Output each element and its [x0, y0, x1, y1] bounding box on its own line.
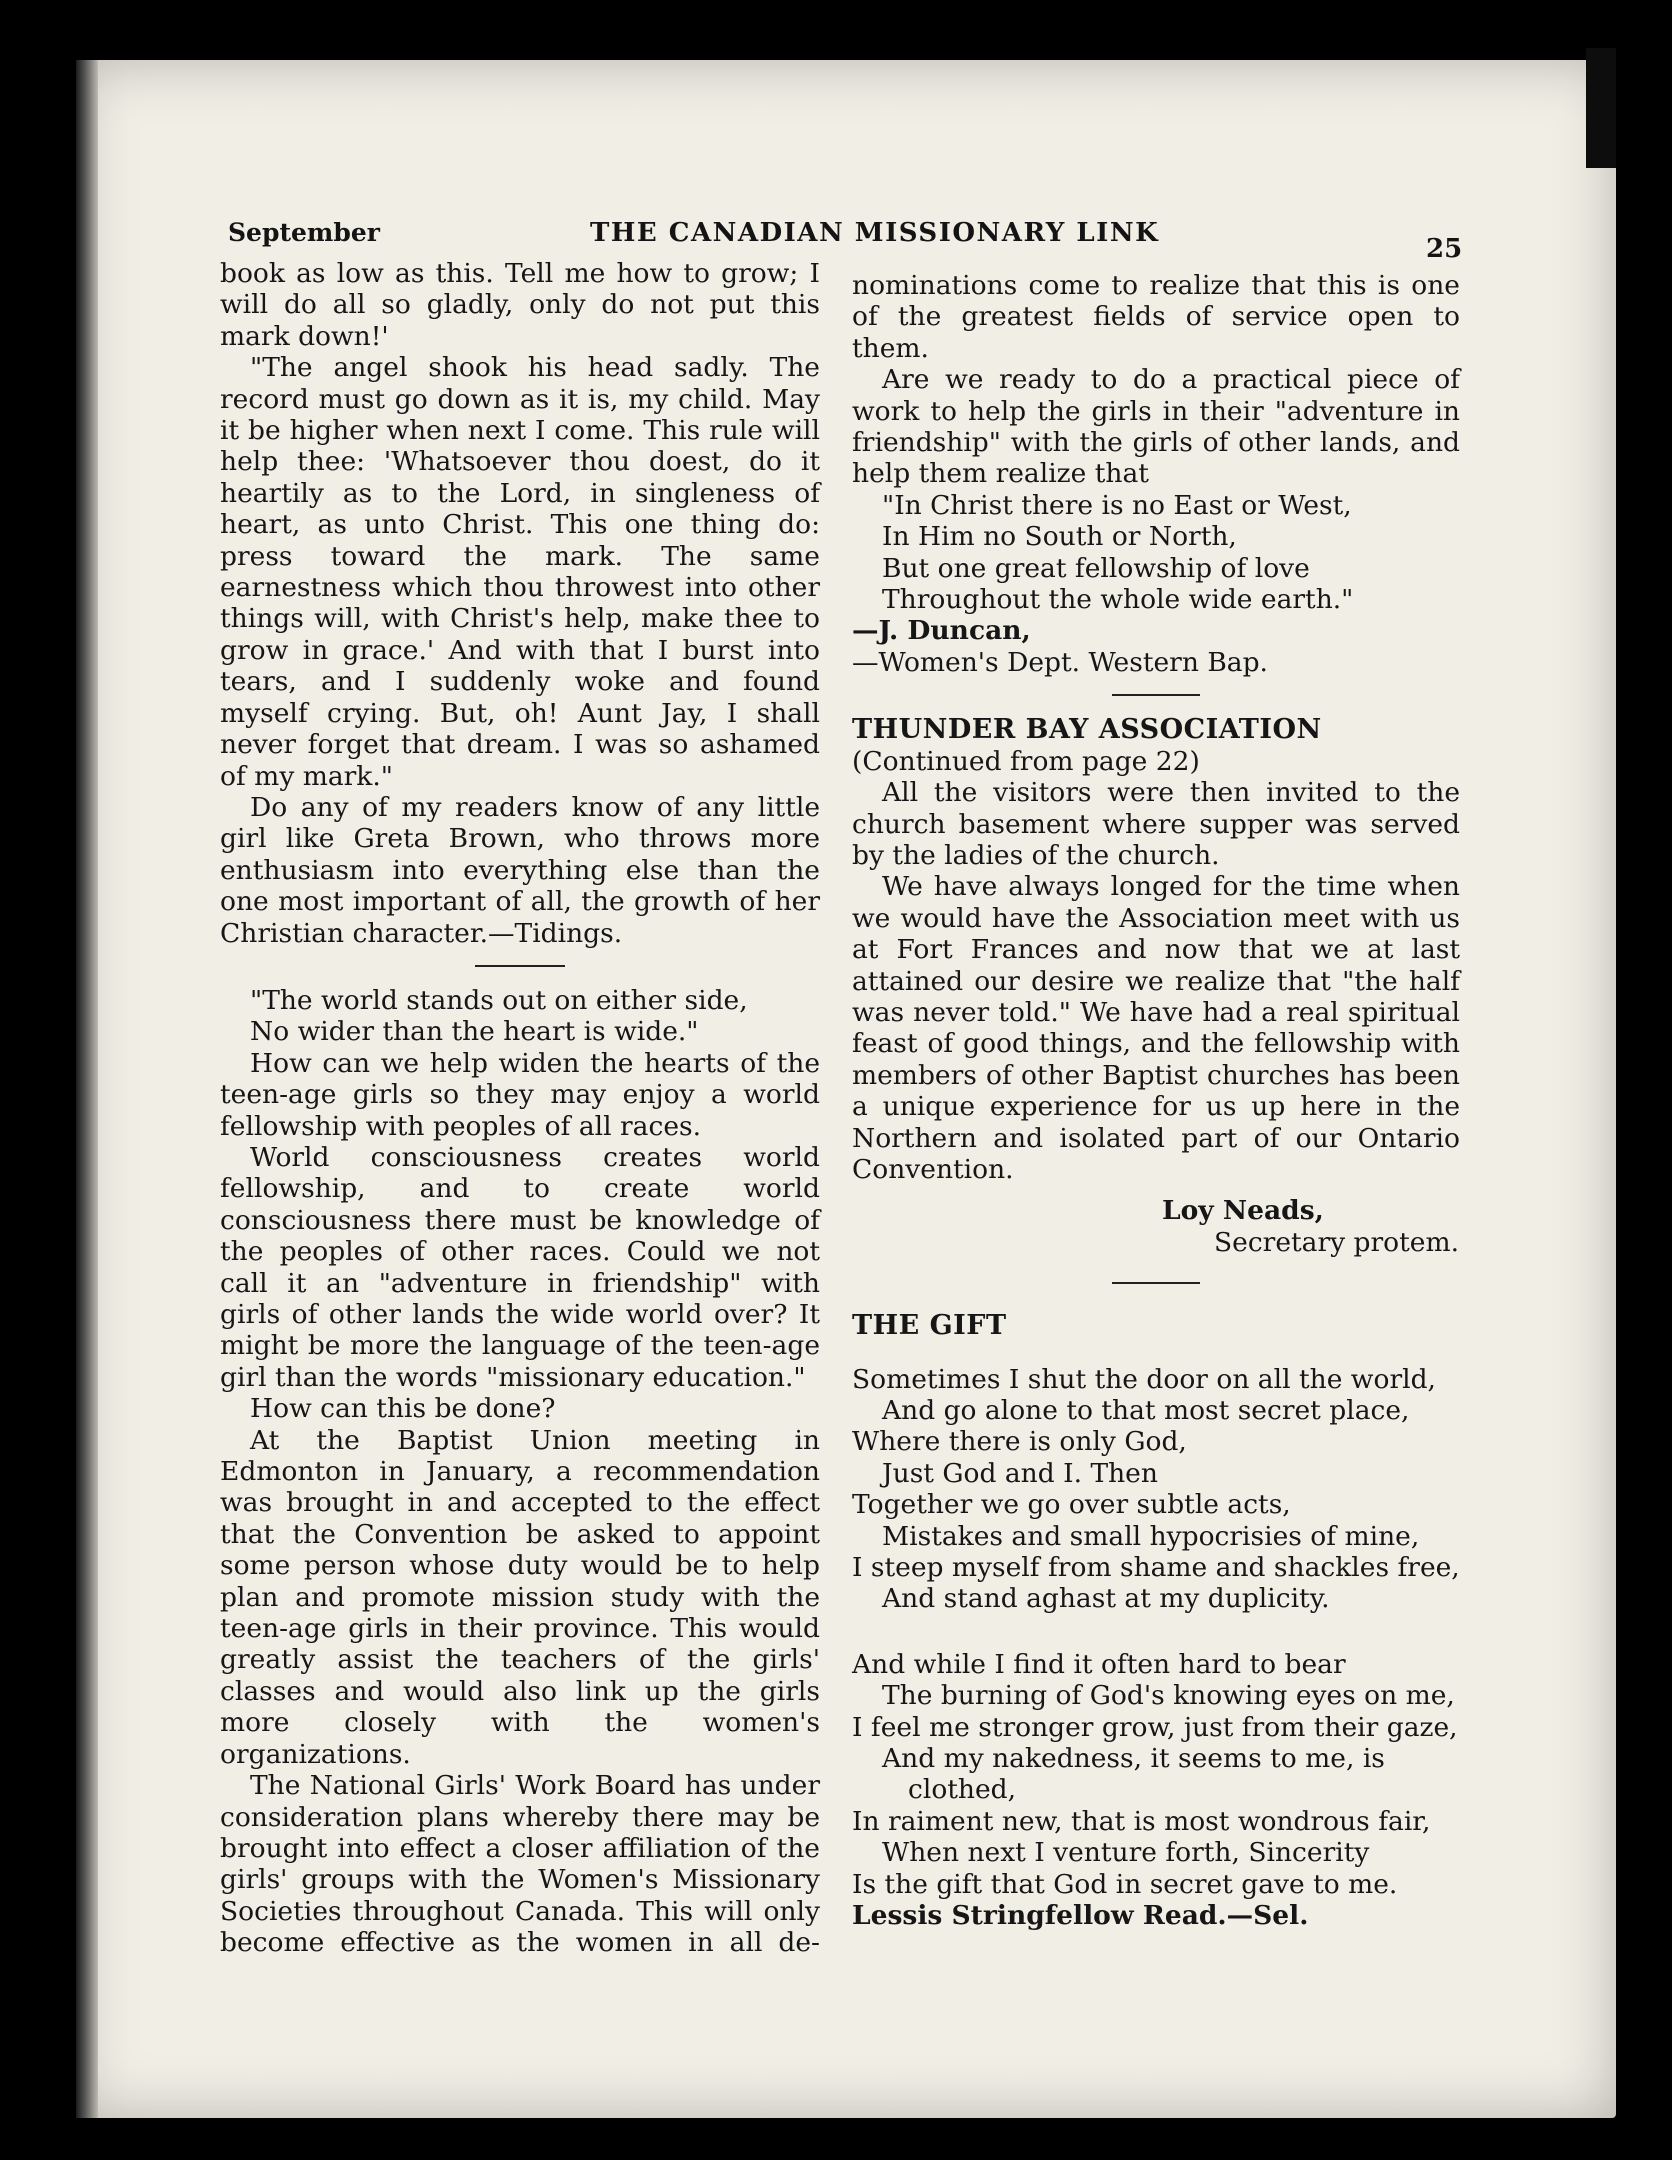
thunder-bay-signer: Loy Neads,	[1162, 1195, 1324, 1227]
hymn-line: Throughout the whole wide earth."	[882, 584, 1354, 616]
continuation-paragraph: Are we ready to do a practical piece of work to help the girls in their "adventure in friendship" with the girls of other lands, and help them realize that	[852, 364, 1460, 490]
poem-line: clothed,	[908, 1774, 1017, 1806]
quote-block	[220, 985, 820, 1048]
poem-line: And while I find it often hard to bear	[852, 1648, 1346, 1680]
gift-stanza-2	[852, 1649, 1460, 1900]
quote-line: No wider than the heart is wide."	[250, 1016, 699, 1048]
thunder-bay-signer-title: Secretary protem.	[1214, 1226, 1460, 1258]
poem-line: Is the gift that God in secret gave to me.	[852, 1868, 1398, 1900]
header-month: September	[228, 218, 380, 247]
article-paragraph: The National Girls' Work Board has under consideration plans whereby there may be brought into effect a closer affiliation of the girls' groups with the Women's Missionary Societies throughout Canada. This will only become effective as the women in all de-	[220, 1770, 820, 1959]
poem-line: And stand aghast at my duplicity.	[882, 1583, 1330, 1615]
quote-line: "The world stands out on either side,	[250, 984, 748, 1016]
poem-line: The burning of God's knowing eyes on me,	[882, 1680, 1455, 1712]
hymn-line: In Him no South or North,	[882, 521, 1237, 553]
hymn-line: But one great fellowship of love	[882, 552, 1310, 584]
poem-line: I steep myself from shame and shackles free,	[852, 1552, 1460, 1584]
gift-stanza-1	[852, 1364, 1460, 1615]
poem-line: When next I venture forth, Sincerity	[882, 1837, 1370, 1869]
section-divider	[1112, 1282, 1200, 1284]
story-paragraph: book as low as this. Tell me how to grow; I will do all so gladly, only do not put this mark down!'	[220, 258, 820, 352]
hymn-line: "In Christ there is no East or West,	[882, 489, 1352, 521]
poem-line: I feel me stronger grow, just from their gaze,	[852, 1711, 1458, 1743]
left-column	[220, 258, 820, 1959]
thunder-bay-paragraph: We have always longed for the time when we would have the Association meet with us at Fort Frances and now that we at last attained our desire we realize that "the half was never told." We have had a real spiritual feast of good things, and the fellowship with members of other Baptist churches has been a unique experience for us up here in the Northern and isolated part of our Ontario Convention.	[852, 871, 1460, 1185]
section-divider	[1112, 694, 1200, 696]
hymn-source: —Women's Dept. Western Bap.	[852, 646, 1268, 678]
story-paragraph: "The angel shook his head sadly. The record must go down as it is, my child. May it be higher when next I come. This rule will help thee: 'Whatsoever thou doest, do it heartily as to the Lord, in singleness of heart, as unto Christ. This one thing do: press toward the mark. The same earnestness which thou throwest into other things will, with Christ's help, make thee to grow in grace.' And with that I burst into tears, and I suddenly woke and found myself crying. But, oh! Aunt Jay, I shall never forget that dream. I was so ashamed of my mark."	[220, 352, 820, 792]
running-header	[0, 218, 1672, 264]
header-title: THE CANADIAN MISSIONARY LINK	[590, 218, 1160, 248]
poem-line: Mistakes and small hypocrisies of mine,	[882, 1520, 1420, 1552]
poem-line: In raiment new, that is most wondrous fair,	[852, 1805, 1431, 1837]
section-divider	[475, 965, 565, 967]
article-paragraph: How can this be done?	[250, 1393, 556, 1425]
page-number: 25	[1426, 234, 1463, 264]
thunder-bay-paragraph: All the visitors were then invited to the church basement where supper was served by the ladies of the church.	[852, 777, 1460, 871]
hymn-block	[852, 490, 1460, 616]
article-paragraph: At the Baptist Union meeting in Edmonton in January, a recommendation was brought in and accepted to the effect that the Convention be asked to appoint some person whose duty would be to help plan and promote mission study with the teen-age girls in their province. This would greatly assist the teachers of the girls' classes and would also link up the girls more closely with the women's organizations.	[220, 1424, 820, 1770]
poem-line: And my nakedness, it seems to me, is	[882, 1743, 1385, 1775]
gift-heading: THE GIFT	[852, 1310, 1007, 1342]
poem-line: Just God and I. Then	[882, 1457, 1158, 1489]
thunder-bay-heading: THUNDER BAY ASSOCIATION	[852, 714, 1322, 746]
binding-spine	[76, 60, 98, 2118]
article-paragraph: World consciousness creates world fellowship, and to create world consciousness there must be knowledge of the peoples of other races. Could we not call it an "adventure in friendship" with girls of other lands the wide world over? It might be more the language of the teen-age girl than the words "missionary education."	[220, 1141, 820, 1393]
story-paragraph: Do any of my readers know of any little girl like Greta Brown, who throws more enthusiasm into everything else than the one most important of all, the growth of her Christian character.—Tidings.	[220, 791, 820, 949]
poem-line: Sometimes I shut the door on all the world,	[852, 1363, 1436, 1395]
hymn-author: —J. Duncan,	[852, 615, 1031, 647]
article-paragraph: How can we help widen the hearts of the teen-age girls so they may enjoy a world fellowship with peoples of all races.	[220, 1047, 820, 1142]
gift-attribution: Lessis Stringfellow Read.—Sel.	[852, 1900, 1309, 1932]
continuation-paragraph: nominations come to realize that this is one of the greatest fields of service open to them.	[852, 270, 1460, 364]
poem-line: Together we go over subtle acts,	[852, 1489, 1291, 1521]
poem-line: And go alone to that most secret place,	[882, 1395, 1410, 1426]
thunder-bay-subheading: (Continued from page 22)	[852, 745, 1200, 777]
right-column	[852, 270, 1460, 1932]
scan-corner-shadow	[1586, 48, 1616, 168]
poem-line: Where there is only God,	[852, 1426, 1187, 1458]
